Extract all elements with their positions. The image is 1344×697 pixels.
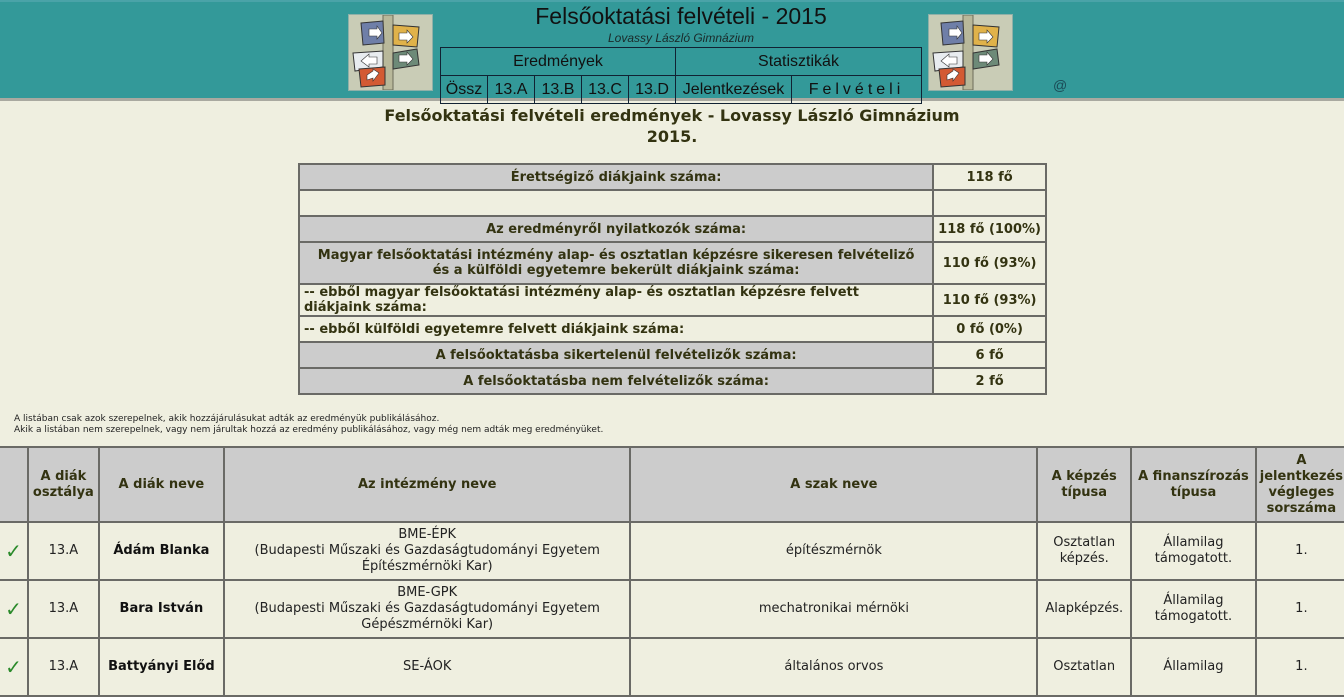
stats-label-line2: és a külföldi egyetemre bekerült diákjaink száma:	[432, 263, 800, 278]
check-icon: ✓	[0, 580, 28, 638]
col-rank-line: végleges	[1268, 484, 1335, 500]
stats-label: A felsőoktatásba sikertelenül felvételizők száma:	[299, 342, 933, 368]
stats-row	[299, 216, 1046, 242]
stats-row	[299, 284, 1046, 316]
stats-value: 2 fő	[933, 368, 1046, 394]
stats-label	[299, 190, 933, 216]
training-line: Osztatlan	[1053, 535, 1116, 550]
stats-row	[299, 316, 1046, 342]
training-line: Osztatlan	[1053, 659, 1116, 674]
col-rank-line: sorszáma	[1266, 500, 1337, 516]
col-funding-type	[1131, 447, 1256, 522]
funding-line: Államilag	[1163, 593, 1224, 608]
cell-rank: 1.	[1256, 580, 1344, 638]
stats-label: -- ebből külföldi egyetemre felvett diákjaink száma:	[299, 316, 933, 342]
funding-line: támogatott.	[1154, 609, 1233, 624]
inst-code: BME-GPK	[397, 585, 458, 600]
stats-row	[299, 368, 1046, 394]
col-institution: Az intézmény neve	[224, 447, 631, 522]
nav-link-felveteli[interactable]: Felvételi	[792, 76, 922, 104]
training-line: képzés.	[1059, 551, 1109, 566]
stats-value	[933, 190, 1046, 216]
signpost-icon	[349, 15, 432, 90]
site-subtitle: Lovassy László Gimnázium	[607, 31, 755, 45]
cell-rank: 1.	[1256, 638, 1344, 696]
cell-training-type	[1037, 580, 1131, 638]
results-header-row	[0, 447, 1344, 522]
disclaimer-notes	[14, 414, 603, 436]
main-nav	[440, 47, 922, 104]
table-row	[0, 522, 1344, 580]
col-status	[0, 447, 28, 522]
col-funding-line: típusa	[1170, 484, 1217, 500]
funding-line: támogatott.	[1154, 551, 1233, 566]
inst-name: (Budapesti Műszaki és Gazdaságtudományi Egyetem	[254, 543, 600, 558]
stats-row	[299, 342, 1046, 368]
nav-link-13b[interactable]: 13.B	[535, 76, 582, 104]
page-title-line2: 2015.	[646, 127, 698, 146]
table-row	[0, 638, 1344, 696]
col-training-type	[1037, 447, 1131, 522]
col-rank-line: A	[1296, 452, 1307, 468]
note-line: Akik a listában nem szerepelnek, vagy nem járultak hozzá az eredmény publikálásához, vagy még nem adták meg eredményüket.	[14, 425, 604, 435]
stats-row-empty	[299, 190, 1046, 216]
cell-major: építészmérnök	[630, 522, 1037, 580]
inst-name: (Budapesti Műszaki és Gazdaságtudományi Egyetem	[254, 601, 600, 616]
cell-rank: 1.	[1256, 522, 1344, 580]
table-row	[0, 580, 1344, 638]
stats-value: 118 fő (100%)	[933, 216, 1046, 242]
cell-major: mechatronikai mérnöki	[630, 580, 1037, 638]
cell-funding-type	[1131, 638, 1256, 696]
nav-link-13a[interactable]: 13.A	[488, 76, 535, 104]
stats-value: 118 fő	[933, 164, 1046, 190]
col-rank-line: jelentkezés	[1259, 468, 1343, 484]
summary-table	[298, 163, 1047, 395]
stats-label: Érettségiző diákjaink száma:	[299, 164, 933, 190]
col-class-line: osztálya	[32, 484, 94, 500]
nav-group-eredmenyek: Eredmények	[441, 48, 676, 76]
nav-group-statisztikak: Statisztikák	[676, 48, 922, 76]
cell-funding-type	[1131, 522, 1256, 580]
col-class	[28, 447, 99, 522]
results-table	[0, 446, 1344, 697]
cell-funding-type	[1131, 580, 1256, 638]
cell-class: 13.A	[28, 638, 99, 696]
cell-institution	[224, 522, 631, 580]
col-name: A diák neve	[99, 447, 224, 522]
page-title	[0, 105, 1344, 147]
stats-label-line1: Magyar felsőoktatási intézmény alap- és osztatlan képzésre sikeresen felvételiző	[317, 248, 915, 263]
cell-major: általános orvos	[630, 638, 1037, 696]
inst-faculty: Gépészmérnöki Kar)	[361, 617, 494, 632]
stats-value: 110 fő (93%)	[933, 284, 1046, 316]
col-rank	[1256, 447, 1344, 522]
site-header	[0, 0, 1344, 101]
inst-code: BME-ÉPK	[398, 527, 456, 542]
note-line: A listában csak azok szerepelnek, akik hozzájárulásukat adták az eredményük publikálásához.	[14, 414, 440, 424]
col-major: A szak neve	[630, 447, 1037, 522]
stats-value: 6 fő	[933, 342, 1046, 368]
cell-class: 13.A	[28, 522, 99, 580]
cell-institution	[224, 638, 631, 696]
stats-row	[299, 164, 1046, 190]
funding-line: Államilag	[1163, 535, 1224, 550]
col-class-line: A diák	[40, 468, 87, 484]
check-icon: ✓	[0, 638, 28, 696]
nav-link-jelentkezesek[interactable]: Jelentkezések	[676, 76, 792, 104]
training-line: Alapképzés.	[1045, 601, 1124, 616]
col-funding-line: A finanszírozás	[1138, 468, 1249, 484]
cell-training-type	[1037, 638, 1131, 696]
stats-value: 0 fő (0%)	[933, 316, 1046, 342]
stats-label: A felsőoktatásba nem felvételizők száma:	[299, 368, 933, 394]
check-icon: ✓	[0, 522, 28, 580]
stats-value: 110 fő (93%)	[933, 242, 1046, 284]
nav-link-13d[interactable]: 13.D	[629, 76, 676, 104]
cell-name: Battyányi Előd	[99, 638, 224, 696]
col-training-line: típusa	[1061, 484, 1108, 500]
cell-institution	[224, 580, 631, 638]
stats-label: Az eredményről nyilatkozók száma:	[299, 216, 933, 242]
inst-code: SE-ÁOK	[403, 659, 452, 674]
cell-name: Bara István	[99, 580, 224, 638]
nav-link-ossz[interactable]: Össz	[441, 76, 488, 104]
contact-link[interactable]: @	[1053, 77, 1068, 93]
nav-link-13c[interactable]: 13.C	[582, 76, 629, 104]
cell-class: 13.A	[28, 580, 99, 638]
cell-name: Ádám Blanka	[99, 522, 224, 580]
cell-training-type	[1037, 522, 1131, 580]
page-title-line1: Felsőoktatási felvételi eredmények - Lovassy László Gimnázium	[384, 106, 960, 125]
site-title: Felsőoktatási felvételi - 2015	[535, 3, 827, 29]
inst-faculty: Építészmérnöki Kar)	[361, 559, 493, 574]
funding-line: Államilag	[1163, 659, 1224, 674]
stats-label: -- ebből magyar felsőoktatási intézmény alap- és osztatlan képzésre felvett diákjaink száma:	[299, 284, 933, 316]
stats-label	[299, 242, 933, 284]
signpost-icon	[929, 15, 1012, 90]
stats-row	[299, 242, 1046, 284]
col-training-line: A képzés	[1051, 468, 1117, 484]
